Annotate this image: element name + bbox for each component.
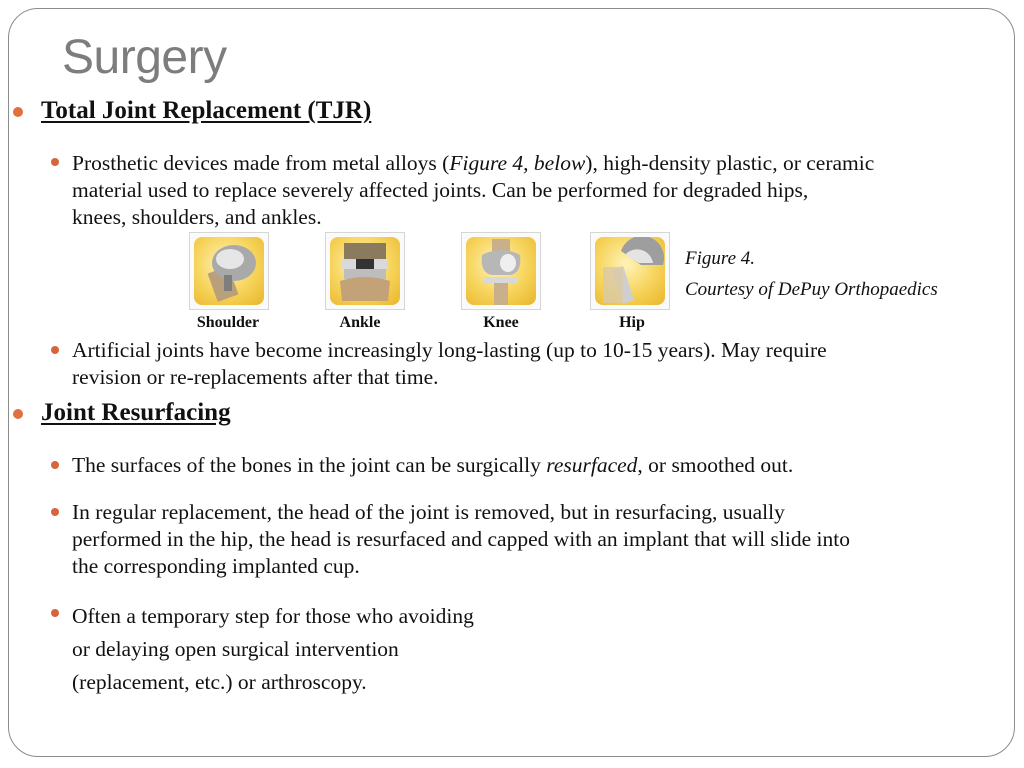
bullet-marker xyxy=(13,107,23,117)
text-line: Prosthetic devices made from metal alloys (Figure 4, below), high-density plastic, or ceramic xyxy=(72,151,875,175)
image-label-hip: Hip xyxy=(619,314,645,331)
bullet-marker xyxy=(13,409,23,419)
figure-caption-credit: Courtesy of DePuy Orthopaedics xyxy=(685,279,938,300)
image-label-knee: Knee xyxy=(483,314,519,331)
bullet-marker xyxy=(51,508,59,516)
bullet-marker xyxy=(51,346,59,354)
text-line: or delaying open surgical intervention xyxy=(72,637,399,661)
bullet-marker xyxy=(51,609,59,617)
bullet-artificial-joints xyxy=(72,337,827,391)
text-line: performed in the hip, the head is resurfaced and capped with an implant that will slide into xyxy=(72,527,850,551)
section-heading-tjr: Total Joint Replacement (TJR) xyxy=(41,97,372,124)
slide-title: Surgery xyxy=(62,31,227,84)
text-line: (replacement, etc.) or arthroscopy. xyxy=(72,670,367,694)
image-label-ankle: Ankle xyxy=(339,314,381,331)
text-line: Artificial joints have become increasingly long-lasting (up to 10-15 years). May require xyxy=(72,338,827,362)
section-heading-resurfacing: Joint Resurfacing xyxy=(41,399,231,426)
knee-implant-image xyxy=(461,232,541,310)
bullet-prosthetic-devices xyxy=(72,150,874,231)
bullet-surfaces-resurfaced xyxy=(72,452,793,479)
bullet-marker xyxy=(51,158,59,166)
text-line: revision or re-replacements after that time. xyxy=(72,365,439,389)
shoulder-implant-image xyxy=(189,232,269,310)
text-line: In regular replacement, the head of the joint is removed, but in resurfacing, usually xyxy=(72,500,785,524)
image-label-shoulder: Shoulder xyxy=(196,314,260,331)
figure-caption-number: Figure 4. xyxy=(685,248,756,269)
text-line: The surfaces of the bones in the joint can be surgically resurfaced, or smoothed out. xyxy=(72,453,794,477)
text-line: material used to replace severely affected joints. Can be performed for degraded hips, xyxy=(72,178,809,202)
hip-implant-image xyxy=(590,232,670,310)
bullet-marker xyxy=(51,461,59,469)
text-line: knees, shoulders, and ankles. xyxy=(72,205,322,229)
bullet-temporary-step xyxy=(72,600,474,699)
text-line: Often a temporary step for those who avoiding xyxy=(72,604,474,628)
bullet-regular-replacement xyxy=(72,499,850,580)
ankle-implant-image xyxy=(325,232,405,310)
text-line: the corresponding implanted cup. xyxy=(72,554,360,578)
